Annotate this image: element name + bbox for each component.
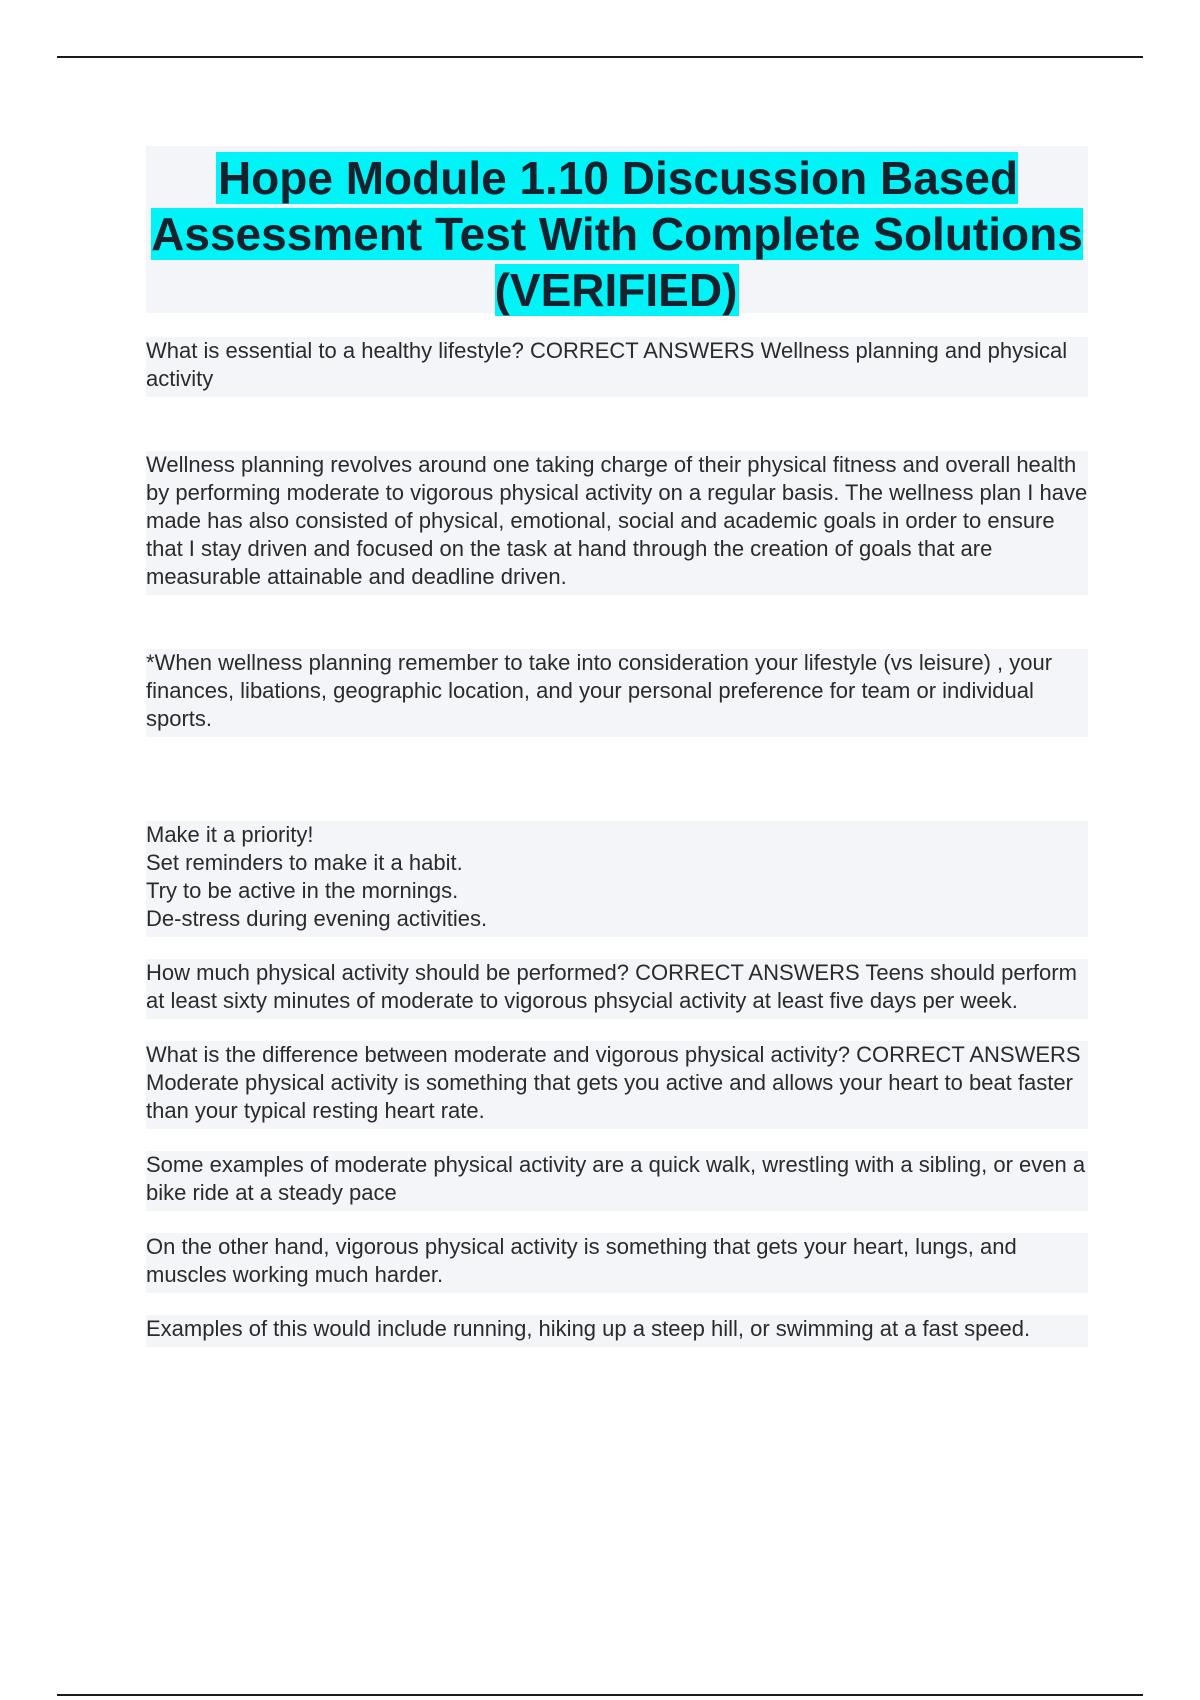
paragraph-vigorous-examples: Examples of this would include running, hiking up a steep hill, or swimming at a fast speed.: [146, 1315, 1088, 1347]
paragraph-wellness-planning: Wellness planning revolves around one taking charge of their physical fitness and overall health by performing moderate to vigorous physical activity on a regular basis. The wellness plan I have made has also consisted of physical, emotional, social and academic goals in order to ensure that I stay driven and focused on the task at hand through the creation of goals that are measurable attainable and deadline driven.: [146, 451, 1088, 595]
document-body: [146, 337, 1088, 1347]
title-highlight: Hope Module 1.10 Discussion Based Assessment Test With Complete Solutions (VERIFIED): [151, 152, 1083, 316]
paragraph-activity-amount: How much physical activity should be performed? CORRECT ANSWERS Teens should perform at least sixty minutes of moderate to vigorous phsycial activity at least five days per week.: [146, 959, 1088, 1019]
paragraph-moderate-vs-vigorous: What is the difference between moderate and vigorous physical activity? CORRECT ANSWERS Moderate physical activity is something that gets you active and allows your heart to beat faster than your typical resting heart rate.: [146, 1041, 1088, 1129]
paragraph-healthy-lifestyle: What is essential to a healthy lifestyle? CORRECT ANSWERS Wellness planning and physical activity: [146, 337, 1088, 397]
paragraph-moderate-examples: Some examples of moderate physical activity are a quick walk, wrestling with a sibling, or even a bike ride at a steady pace: [146, 1151, 1088, 1211]
paragraph-tips-list: Make it a priority! Set reminders to make it a habit. Try to be active in the mornings. De-stress during evening activities.: [146, 821, 1088, 937]
bottom-rule: [57, 1694, 1143, 1696]
title-band: [146, 146, 1088, 316]
page-title: [146, 150, 1088, 318]
paragraph-vigorous-definition: On the other hand, vigorous physical activity is something that gets your heart, lungs, and muscles working much harder.: [146, 1233, 1088, 1293]
paragraph-wellness-considerations: *When wellness planning remember to take into consideration your lifestyle (vs leisure) , your finances, libations, geographic location, and your personal preference for team or individual sports.: [146, 649, 1088, 737]
top-rule: [57, 56, 1143, 58]
